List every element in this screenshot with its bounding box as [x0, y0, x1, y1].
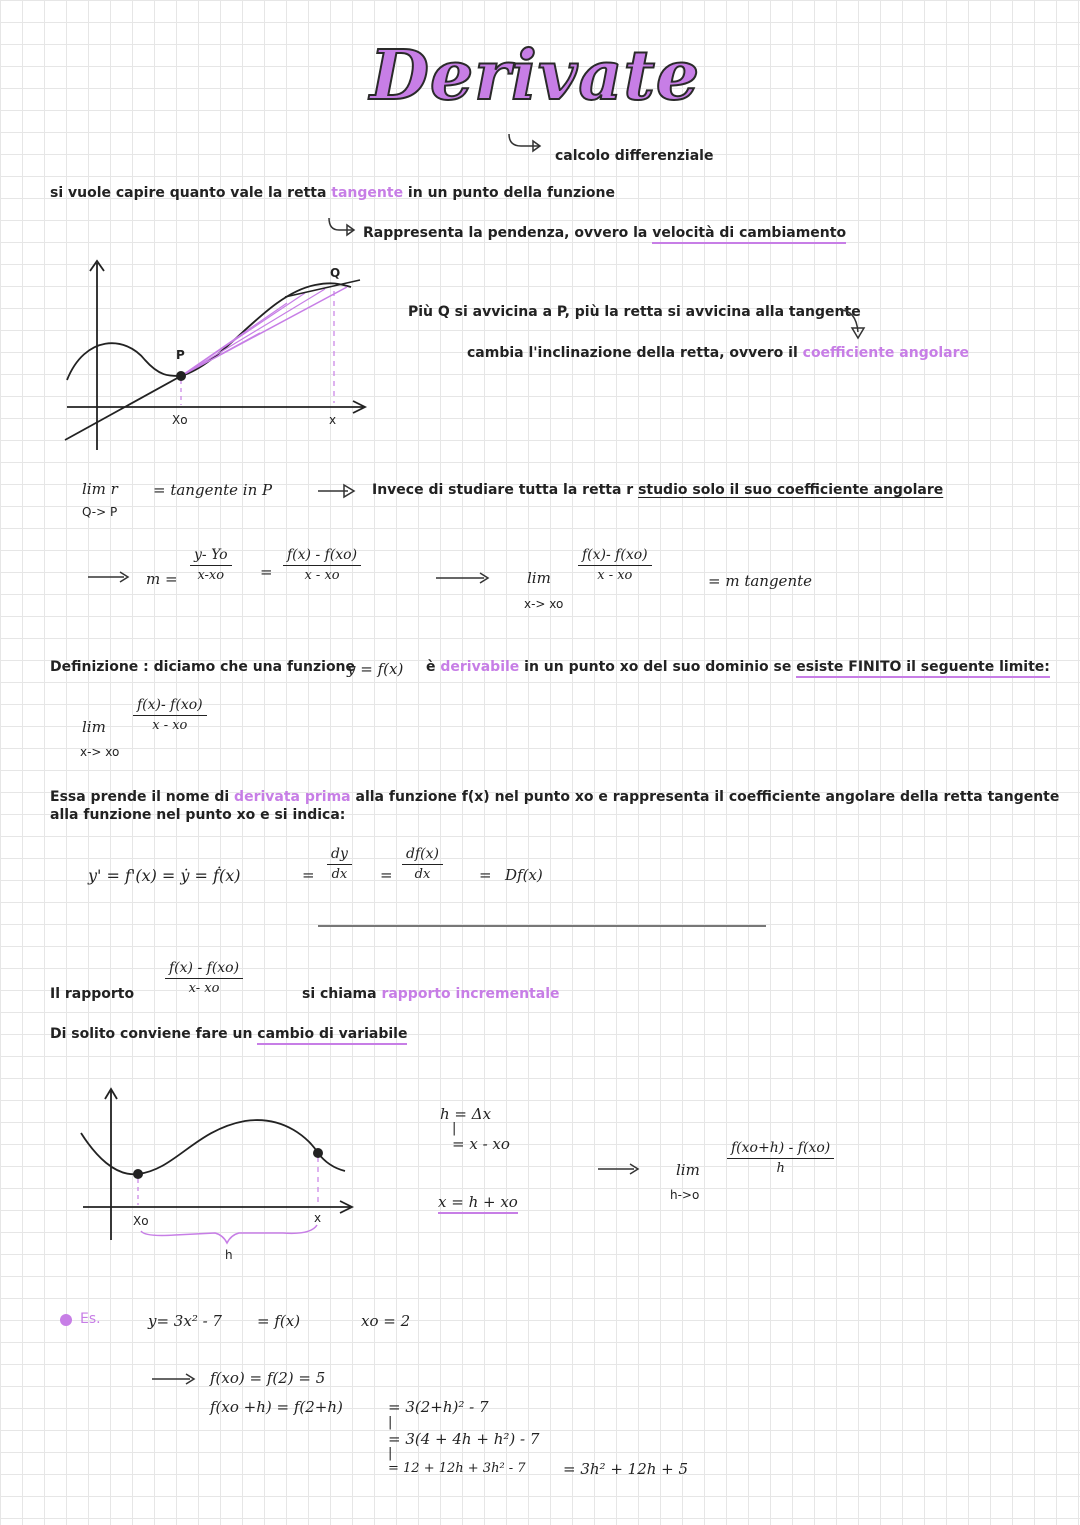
h-def-line3: x = h + xo	[438, 1193, 518, 1214]
curved-arrow-icon	[325, 218, 359, 238]
approach-note: Più Q si avvicina a P, più la retta si avvicina alla tangente	[408, 304, 861, 320]
notation-eq2: =	[380, 866, 393, 884]
graph1-label-x0: Xo	[172, 413, 188, 427]
slope-result: = m tangente	[708, 572, 813, 590]
example-bar-1: |	[388, 1415, 393, 1430]
h-limit-lim: lim	[676, 1161, 700, 1179]
slope-fraction-1: $\frac{y- Yo}{x-xo}$	[190, 547, 232, 583]
slope-fraction-2: $\frac{f(x) - f(xo)}{x - xo}$	[283, 547, 361, 583]
slope-note: cambia l'inclinazione della retta, ovvero il coefficiente angolare	[467, 345, 969, 361]
slope-fraction-3: $\frac{f(x)- f(xo)}{x - xo}$	[578, 547, 652, 583]
example-function: y= 3x² - 7	[148, 1312, 222, 1330]
notation-eq3: =	[479, 866, 492, 884]
h-def-bar: |	[452, 1121, 457, 1136]
represents-text: Rappresenta la pendenza, ovvero la velocità di cambiamento	[363, 225, 846, 241]
definition-lim: lim	[82, 718, 106, 736]
notation-df-dx: $\frac{df(x)}{dx}$	[402, 846, 443, 882]
limit1-under: Q-> P	[82, 505, 118, 519]
curved-arrow-down-icon	[838, 304, 868, 338]
definition-fraction: $\frac{f(x)- f(xo)}{x - xo}$	[133, 697, 207, 733]
example-result: = 3h² + 12h + 5	[563, 1460, 689, 1478]
example-step2: = 3(4 + 4h + h²) - 7	[388, 1430, 540, 1448]
bullet-icon	[60, 1314, 72, 1326]
definition-lim-under: x-> xo	[80, 745, 120, 759]
arrow-right-icon	[598, 1163, 642, 1175]
instead-note: Invece di studiare tutta la retta r studio solo il suo coefficiente angolare	[372, 482, 944, 498]
curved-arrow-icon	[505, 132, 545, 152]
h-def-line2: = x - xo	[452, 1135, 510, 1153]
h-limit-fraction: $\frac{f(xo+h) - f(xo)}{h}$	[727, 1140, 834, 1176]
increment-graph	[75, 1085, 365, 1245]
graph1-label-x: x	[329, 413, 337, 427]
page-title: Derivate	[370, 36, 701, 116]
notation-D: Df(x)	[505, 866, 543, 884]
example-label: Es.	[80, 1311, 101, 1327]
example-x0: xo = 2	[361, 1312, 411, 1330]
ratio-text: si chiama rapporto incrementale	[302, 986, 560, 1002]
example-step3: = 12 + 12h + 3h² - 7	[388, 1461, 526, 1476]
limit1-rest: = tangente in P	[153, 481, 273, 499]
arrow-right-icon	[436, 572, 492, 584]
definition-function: y = f(x)	[347, 660, 404, 678]
slope-lim: lim	[527, 569, 551, 587]
essa-line1: Essa prende il nome di derivata prima alla funzione f(x) nel punto xo e rappresenta il coefficiente angolare della retta tangente	[50, 789, 1060, 805]
arrow-right-icon	[318, 484, 358, 498]
notation-dy-dx: $\frac{dy}{dx}$	[327, 846, 352, 882]
divider	[318, 925, 766, 927]
intro-text: si vuole capire quanto vale la retta tangente in un punto della funzione	[50, 185, 616, 201]
arrow-right-icon	[152, 1373, 198, 1385]
slope-lim-under: x-> xo	[524, 597, 564, 611]
subtitle: calcolo differenziale	[555, 148, 714, 164]
h-def-line1: h = Δx	[440, 1105, 492, 1123]
arrow-right-icon	[88, 571, 132, 583]
ratio-label: Il rapporto	[50, 986, 135, 1002]
graph1-label-q: Q	[330, 266, 341, 280]
graph2-label-x: x	[314, 1211, 322, 1225]
graph2-label-x0: Xo	[133, 1214, 149, 1228]
example-fx0: f(xo) = f(2) = 5	[210, 1369, 326, 1387]
graph1-label-p: P	[176, 348, 185, 362]
graph2-label-h: h	[225, 1248, 233, 1262]
essa-line2: alla funzione nel punto xo e si indica:	[50, 807, 346, 823]
example-step1: = 3(2+h)² - 7	[388, 1398, 489, 1416]
h-limit-under: h->o	[670, 1188, 700, 1202]
limit1-lim: lim r	[82, 480, 118, 498]
notation-eq1: =	[302, 866, 315, 884]
change-variable-text: Di solito conviene fare un cambio di variabile	[50, 1026, 407, 1042]
example-fx0h: f(xo +h) = f(2+h)	[210, 1398, 343, 1416]
slope-m: m =	[146, 570, 178, 588]
example-eqf: = f(x)	[257, 1312, 301, 1330]
definition-text: è derivabile in un punto xo del suo dominio se esiste FINITO il seguente limite:	[426, 659, 1050, 675]
definition-label: Definizione : diciamo che una funzione	[50, 659, 356, 675]
example-bar-2: |	[388, 1446, 393, 1461]
notation-prime: y' = f'(x) = ẏ = ḟ(x)	[88, 866, 241, 885]
slope-eq: =	[260, 563, 273, 581]
ratio-fraction: $\frac{f(x) - f(xo)}{x- xo}$	[165, 960, 243, 996]
